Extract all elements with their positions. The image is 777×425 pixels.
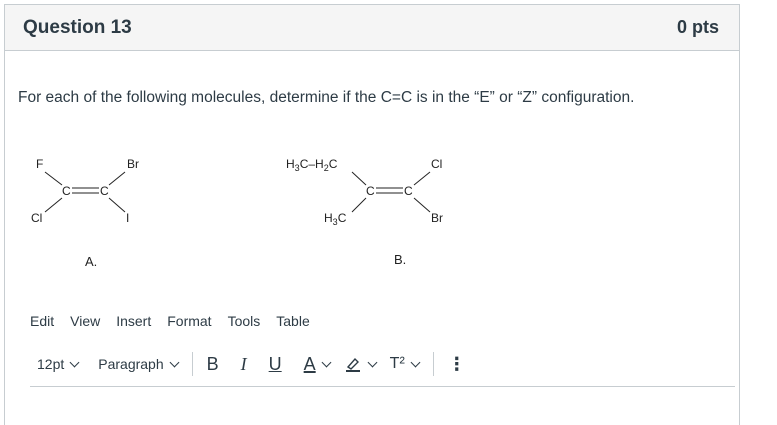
mol-a-bond-br <box>109 172 125 185</box>
mol-b-label: B. <box>394 252 407 267</box>
mol-b-bond-br <box>414 198 430 212</box>
menu-edit[interactable]: Edit <box>30 313 55 329</box>
highlight-color-button[interactable] <box>344 355 376 373</box>
bold-button[interactable]: B <box>206 353 219 374</box>
mol-b-bond-cl <box>414 172 430 185</box>
block-format-select[interactable] <box>98 356 177 372</box>
highlighter-icon <box>344 355 362 373</box>
text-color-button[interactable] <box>304 354 330 375</box>
mol-b-carbon-right: C <box>404 184 413 198</box>
menu-tools[interactable]: Tools <box>227 313 261 329</box>
underline-button[interactable]: U <box>268 353 282 374</box>
question-points: 0 pts <box>676 17 719 37</box>
superscript-button[interactable] <box>390 355 419 373</box>
editor-menubar <box>30 313 310 329</box>
superscript-icon: T² <box>389 355 405 372</box>
toolbar-bottom-border <box>30 386 735 387</box>
question-prompt: For each of the following molecules, determine if the C=C is in the “E” or “Z” configuration. <box>18 89 635 106</box>
mol-b-bond-ethyl <box>352 172 366 185</box>
mol-a-label: A. <box>85 254 98 269</box>
chevron-down-icon <box>169 357 179 367</box>
menu-table[interactable]: Table <box>276 313 310 329</box>
mol-a-carbon-left: C <box>62 184 71 198</box>
chevron-down-icon <box>70 357 80 367</box>
mol-b-carbon-left: C <box>366 184 375 198</box>
mol-b-bottom-left-group: $H_3C$ <box>324 211 347 227</box>
menu-insert[interactable]: Insert <box>116 313 152 329</box>
toolbar-divider <box>192 352 193 376</box>
menu-format[interactable]: Format <box>167 313 212 329</box>
question-title: Question 13 <box>23 16 132 38</box>
text-color-icon: A <box>303 353 316 374</box>
editor-toolbar <box>30 348 735 380</box>
question-header <box>5 5 739 51</box>
mol-a-bottom-right: I <box>126 211 130 225</box>
mol-a-bottom-left: Cl <box>31 211 43 225</box>
molecule-b-diagram <box>280 150 480 280</box>
font-size-value: 12pt <box>37 356 65 372</box>
toolbar-divider <box>433 352 434 376</box>
more-options-icon[interactable]: ⋮ <box>447 353 466 374</box>
menu-view[interactable]: View <box>70 313 101 329</box>
chevron-down-icon <box>321 357 331 367</box>
mol-a-carbon-right: C <box>100 184 109 198</box>
mol-a-top-right: Br <box>127 157 139 171</box>
chevron-down-icon <box>410 357 420 367</box>
mol-b-top-right: Cl <box>431 157 443 171</box>
mol-b-bond-methyl <box>352 198 366 212</box>
font-size-select[interactable] <box>37 356 78 372</box>
block-format-value: Paragraph <box>98 356 164 372</box>
molecule-a-diagram <box>25 150 155 280</box>
mol-a-top-left: F <box>36 157 44 171</box>
mol-b-top-left-group: $H_3C-H_2C$ <box>286 157 338 173</box>
mol-a-bond-f <box>45 172 62 185</box>
italic-button[interactable]: I <box>240 353 247 374</box>
chevron-down-icon <box>367 357 377 367</box>
mol-a-bond-cl <box>45 198 62 212</box>
mol-a-bond-i <box>109 198 125 212</box>
mol-b-bottom-right: Br <box>431 211 443 225</box>
